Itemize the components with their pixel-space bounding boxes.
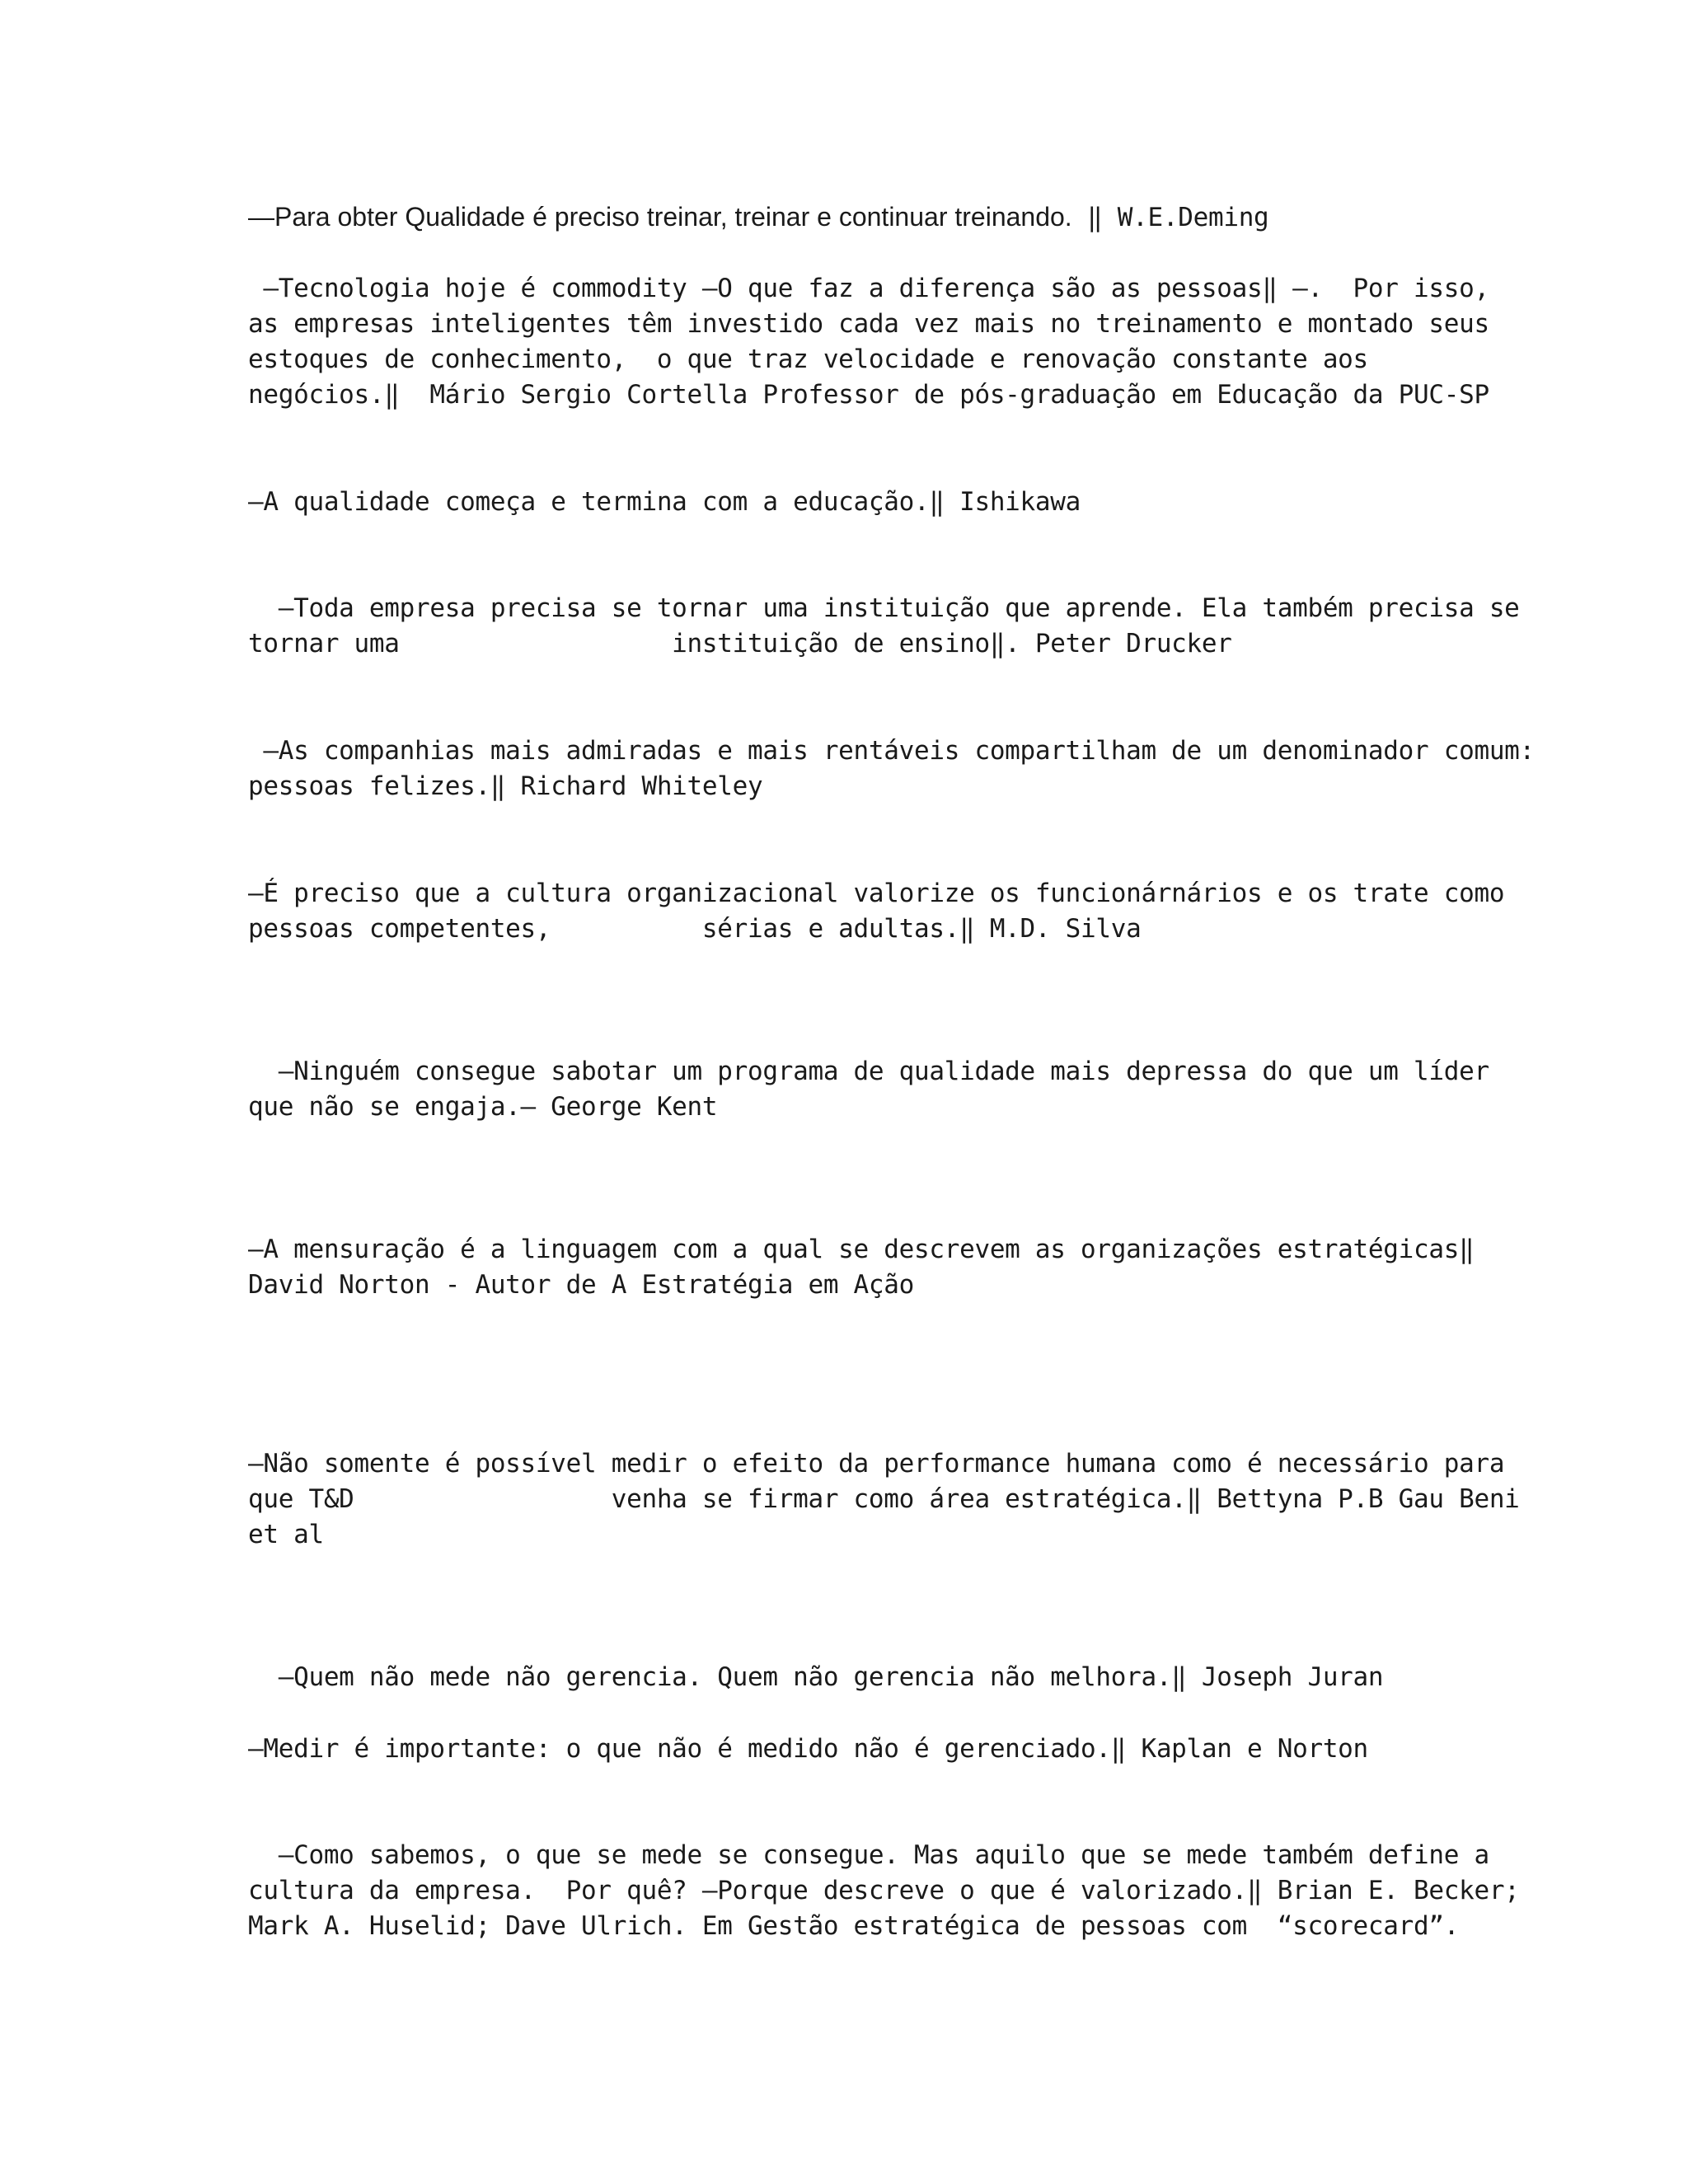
quote-5-line-1: —As companhias mais admiradas e mais rentáveis compartilham de um denominador comum: (248, 736, 1535, 766)
quote-8-line-1: —A mensuração é a linguagem com a qual se descrevem as organizações estratégicas‖ (248, 1235, 1475, 1264)
quote-1-text: —Para obter Qualidade é preciso treinar, treinar e continuar treinando. (248, 202, 1072, 232)
quote-2-line-3: estoques de conhecimento, o que traz velocidade e renovação constante aos (248, 344, 1368, 374)
quote-11-line-1: —Medir é importante: o que não é medido não é gerenciado.‖ Kaplan e Norton (248, 1734, 1368, 1764)
quote-10-line-1: —Quem não mede não gerencia. Quem não gerencia não melhora.‖ Joseph Juran (248, 1662, 1384, 1692)
quote-7-line-1: —Ninguém consegue sabotar um programa de qualidade mais depressa do que um líder (248, 1057, 1489, 1086)
quote-9-line-2: que T&D venha se firmar como área estratégica.‖ Bettyna P.B Gau Beni (248, 1484, 1520, 1514)
quote-4-line-1: —Toda empresa precisa se tornar uma instituição que aprende. Ela também precisa se (248, 593, 1520, 623)
quote-1-line-1 (248, 199, 1268, 236)
quote-3-line-1: —A qualidade começa e termina com a educação.‖ Ishikawa (248, 487, 1081, 517)
quote-6-line-1: —É preciso que a cultura organizacional valorize os funcionárnários e os trate como (248, 879, 1505, 908)
quote-2-line-1: —Tecnologia hoje é commodity —O que faz a diferença são as pessoas‖ —. Por isso, (248, 274, 1489, 303)
quote-5-line-2: pessoas felizes.‖ Richard Whiteley (248, 771, 763, 801)
quote-1-author: ‖ W.E.Deming (1087, 203, 1269, 232)
quote-2-line-2: as empresas inteligentes têm investido cada vez mais no treinamento e montado seus (248, 309, 1489, 339)
quote-12-line-2: cultura da empresa. Por quê? —Porque descreve o que é valorizado.‖ Brian E. Becker; (248, 1876, 1520, 1905)
quote-12-line-3: Mark A. Huselid; Dave Ulrich. Em Gestão estratégica de pessoas com “scorecard”. (248, 1911, 1460, 1941)
quote-9-line-1: —Não somente é possível medir o efeito da performance humana como é necessário para (248, 1449, 1505, 1479)
quote-4-line-2: tornar uma instituição de ensino‖. Peter Drucker (248, 629, 1232, 658)
quote-8-line-2: David Norton - Autor de A Estratégia em Ação (248, 1270, 914, 1300)
quote-7-line-2: que não se engaja.— George Kent (248, 1092, 718, 1122)
quote-9-line-3: et al (248, 1520, 324, 1549)
quote-6-line-2: pessoas competentes, sérias e adultas.‖ M.D. Silva (248, 914, 1142, 944)
quote-2-line-4: negócios.‖ Mário Sergio Cortella Professor de pós-graduação em Educação da PUC-SP (248, 380, 1489, 410)
quote-12-line-1: —Como sabemos, o que se mede se consegue. Mas aquilo que se mede também define a (248, 1840, 1489, 1870)
